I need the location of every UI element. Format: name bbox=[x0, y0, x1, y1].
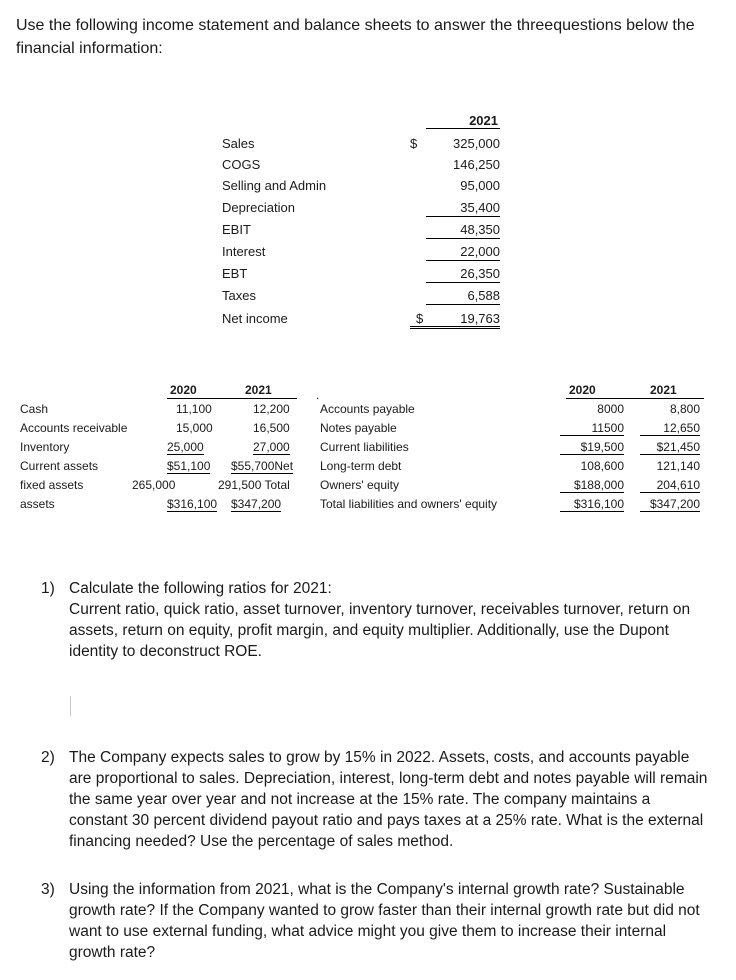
bs-liab-label: Current liabilities bbox=[320, 440, 409, 454]
bs-liab-2020: 108,600 bbox=[580, 459, 624, 473]
question-2 bbox=[41, 747, 709, 852]
bs-liab-2021: 8,800 bbox=[669, 402, 700, 416]
is-year-header: 2021 bbox=[469, 113, 498, 128]
bs-asset-2020: 15,000 bbox=[176, 421, 213, 435]
question-number: 2) bbox=[41, 749, 55, 766]
bs-liab-2020: $19,500 bbox=[560, 440, 624, 455]
intro-text: Use the following income statement and balance sheets to answer the threequestions below the financial information: bbox=[16, 17, 695, 57]
is-currency-top: $ bbox=[410, 136, 418, 151]
is-row-value: 6,588 bbox=[426, 288, 500, 305]
question-text: Using the information from 2021, what is the Company's internal growth rate? Sustainable growth rate? If the Company wanted to grow faster than their internal growth rate but did not want to use external funding, what advice might you give them to increase their internal growth rate? bbox=[69, 881, 700, 961]
is-row-value: 35,400 bbox=[426, 200, 500, 217]
bs-liab-2020: $188,000 bbox=[560, 478, 624, 493]
is-row-value: 26,350 bbox=[426, 266, 500, 283]
bs-assets-header-rule bbox=[167, 398, 297, 399]
bs-liab-label: Owners' equity bbox=[320, 478, 399, 492]
is-row-label: Depreciation bbox=[222, 200, 295, 215]
is-currency-bottom: $ bbox=[416, 311, 424, 326]
bs-liab-header-rule bbox=[566, 398, 704, 399]
bs-asset-2021: $55,700Net bbox=[231, 459, 294, 473]
question-number: 3) bbox=[41, 881, 55, 898]
is-row-label: Sales bbox=[222, 136, 255, 151]
bs-asset-2021: 291,500 Total bbox=[218, 478, 290, 492]
bs-liab-year-2021: 2021 bbox=[650, 383, 677, 397]
bs-asset-label: Inventory bbox=[20, 440, 70, 454]
bs-dot: . bbox=[316, 388, 320, 402]
bs-liab-year-2020: 2020 bbox=[569, 383, 596, 397]
bs-liab-2020: $316,100 bbox=[560, 497, 624, 512]
bs-liab-label: Total liabilities and owners' equity bbox=[320, 497, 498, 511]
is-row-value: 95,000 bbox=[460, 178, 500, 193]
bs-asset-2021: 16,500 bbox=[253, 421, 290, 435]
is-row-value: 146,250 bbox=[453, 157, 500, 172]
is-row-label: COGS bbox=[222, 157, 261, 172]
bs-asset-label: Current assets bbox=[20, 459, 99, 473]
bs-asset-2020: 25,000 bbox=[167, 440, 204, 454]
bs-asset-label: fixed assets bbox=[20, 478, 84, 492]
is-row-label: EBIT bbox=[222, 222, 251, 237]
is-row-value: 325,000 bbox=[453, 136, 500, 151]
bs-asset-label: assets bbox=[20, 497, 55, 511]
is-row-label: Interest bbox=[222, 244, 266, 259]
bs-asset-2020: $51,100 bbox=[167, 459, 211, 473]
bs-asset-2021: $347,200 bbox=[231, 497, 282, 511]
question-text: Calculate the following ratios for 2021: Current ratio, quick ratio, asset turnover, inventory turnover, receivables turnover, return on assets, return on equity, profit margin, and equity multiplier. Additionally, use the Dupont identity to deconstruct ROE. bbox=[69, 580, 691, 660]
bs-asset-2020: 265,000 bbox=[132, 478, 176, 492]
is-row-label: Selling and Admin bbox=[222, 178, 327, 193]
bs-assets-year-2021: 2021 bbox=[245, 383, 272, 397]
bs-asset-label: Cash bbox=[20, 402, 49, 416]
is-row-value: 22,000 bbox=[426, 244, 500, 261]
is-row-value: 48,350 bbox=[426, 222, 500, 239]
is-row-value: 19,763 bbox=[410, 311, 500, 329]
is-row-label: Taxes bbox=[222, 288, 256, 303]
bs-asset-2020: 11,100 bbox=[176, 402, 212, 416]
text-cursor bbox=[70, 696, 71, 716]
bs-asset-2021: 27,000 bbox=[253, 440, 290, 454]
bs-liab-2020: 8000 bbox=[597, 402, 624, 416]
bs-liab-2020: 11500 bbox=[560, 421, 624, 436]
question-text: The Company expects sales to grow by 15% in 2022. Assets, costs, and accounts payable are proportional to sales. Depreciation, interest, long-term debt and notes payable will remain the same year over year and not increase at the 15% rate. The company maintains a constant 30 percent dividend payout ratio and pays taxes at a 25% rate. What is the external financing needed? Use the percentage of sales method. bbox=[69, 749, 708, 850]
bs-asset-2020: $316,100 bbox=[167, 497, 218, 511]
bs-asset-label: Accounts receivable bbox=[20, 421, 128, 435]
is-row-label: EBT bbox=[222, 266, 248, 281]
bs-liab-2021: 121,140 bbox=[656, 459, 700, 473]
question-1 bbox=[41, 578, 709, 662]
bs-liab-label: Long-term debt bbox=[320, 459, 402, 473]
bs-liab-label: Notes payable bbox=[320, 421, 397, 435]
question-3 bbox=[41, 879, 709, 963]
bs-liab-2021: 12,650 bbox=[640, 421, 700, 436]
bs-asset-2021: 12,200 bbox=[253, 402, 290, 416]
bs-liab-2021: $347,200 bbox=[640, 497, 700, 512]
bs-liab-2021: 204,610 bbox=[640, 478, 700, 493]
question-number: 1) bbox=[41, 580, 55, 597]
bs-liab-2021: $21,450 bbox=[640, 440, 700, 455]
bs-liab-label: Accounts payable bbox=[320, 402, 415, 416]
is-row-label: Net income bbox=[222, 311, 288, 326]
bs-assets-year-2020: 2020 bbox=[170, 383, 197, 397]
is-header-rule bbox=[426, 128, 500, 129]
